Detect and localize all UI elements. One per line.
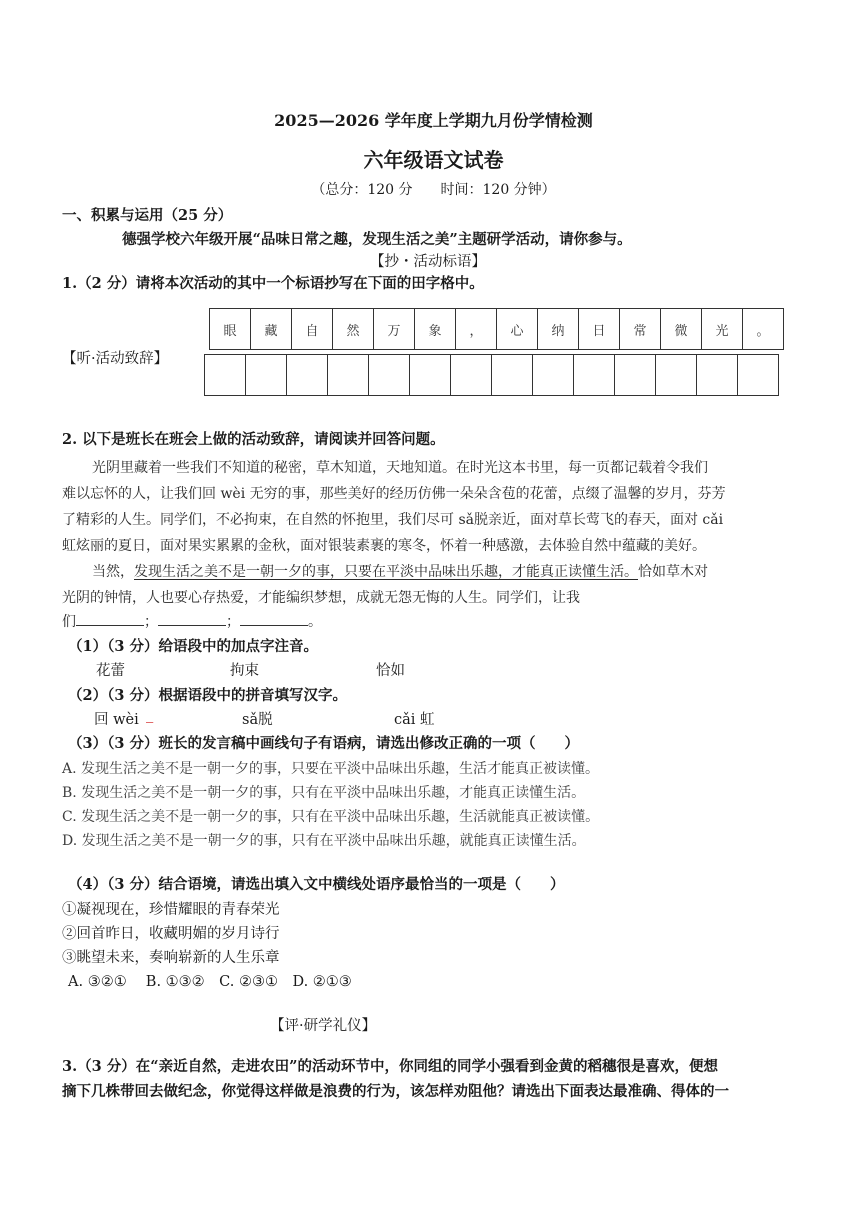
slogan-cell: 万 xyxy=(374,309,415,350)
exam-subtitle: 六年级语文试卷 xyxy=(363,148,504,172)
question-2-1: （1）（3 分）给语段中的加点字注音。 xyxy=(68,638,318,655)
tag-listen: 【听·活动致辞】 xyxy=(62,351,169,367)
passage-text: 当然， xyxy=(92,564,134,580)
pinyin-item: 拘束 xyxy=(230,663,259,679)
section-intro: 德强学校六年级开展“品味日常之趣，发现生活之美”主题研学活动，请你参与。 xyxy=(122,231,632,248)
tianzige-cell[interactable] xyxy=(656,355,697,396)
slogan-cell: ， xyxy=(456,309,497,350)
slogan-cell: 纳 xyxy=(538,309,579,350)
tianzige-cell[interactable] xyxy=(492,355,533,396)
slogan-cell: 常 xyxy=(620,309,661,350)
slogan-cell: 微 xyxy=(661,309,702,350)
fill-blank[interactable] xyxy=(76,613,144,626)
tianzige-cell[interactable] xyxy=(738,355,779,396)
question-2-3: （3）（3 分）班长的发言稿中画线句子有语病，请选出修改正确的一项（ ） xyxy=(68,735,579,752)
question-2-2: （2）（3 分）根据语段中的拼音填写汉字。 xyxy=(68,687,347,704)
passage-line xyxy=(92,561,708,581)
slogan-grid xyxy=(209,308,784,350)
passage-line: 了精彩的人生。同学们，不必拘束，在自然的怀抱里，我们尽可 sǎ脱亲近，面对草长莺飞的春天，面对 cǎi xyxy=(62,512,724,528)
tianzige-cell[interactable] xyxy=(246,355,287,396)
slogan-cell: 。 xyxy=(743,309,784,350)
passage-text: 恰如草木对 xyxy=(638,564,708,580)
hanzi-item: sǎ脱 xyxy=(242,712,273,728)
tianzige-cell[interactable] xyxy=(574,355,615,396)
question-2-4: （4）（3 分）结合语境，请选出填入文中横线处语序最恰当的一项是（ ） xyxy=(68,876,565,893)
tianzige-cell[interactable] xyxy=(615,355,656,396)
option-d[interactable]: D. 发现生活之美不是一朝一夕的事，只有在平淡中品味出乐趣，就能真正读懂生活。 xyxy=(62,833,586,849)
tianzige-cell[interactable] xyxy=(287,355,328,396)
passage-line: 光阴里藏着一些我们不知道的秘密，草木知道，天地知道。在时光这本书里，每一页都记载着令我们 xyxy=(92,460,708,476)
slogan-cell: 光 xyxy=(702,309,743,350)
pinyin-item: 恰如 xyxy=(376,663,405,679)
question-3-cont: 摘下几株带回去做纪念，你觉得这样做是浪费的行为，该怎样劝阻他？请选出下面表达最准确、得体的一 xyxy=(62,1083,729,1100)
tianzige-cell[interactable] xyxy=(369,355,410,396)
passage-text: ； xyxy=(144,614,158,630)
order-item: ②回首昨日，收藏明媚的岁月诗行 xyxy=(62,926,280,942)
slogan-cell: 藏 xyxy=(251,309,292,350)
passage-text: 。 xyxy=(308,614,322,630)
section-title: 一、积累与运用（25 分） xyxy=(62,207,233,224)
order-options[interactable]: A. ③②① B. ①③② C. ②③① D. ②①③ xyxy=(68,974,352,990)
passage-text: 们 xyxy=(62,614,76,630)
tianzige-grid[interactable] xyxy=(204,354,779,396)
slogan-cell: 然 xyxy=(333,309,374,350)
option-a[interactable]: A. 发现生活之美不是一朝一夕的事，只要在平淡中品味出乐趣，生活才能真正被读懂。 xyxy=(62,761,600,777)
option-b[interactable]: B. 发现生活之美不是一朝一夕的事，只有在平淡中品味出乐趣，才能真正读懂生活。 xyxy=(62,785,586,801)
option-c[interactable]: C. 发现生活之美不是一朝一夕的事，只有在平淡中品味出乐趣，生活就能真正被读懂。 xyxy=(62,809,600,825)
passage-text: ； xyxy=(226,614,240,630)
pinyin-item: 花蕾 xyxy=(96,663,125,679)
passage-line: 光阴的钟情，人也要心存热爱，才能编织梦想，成就无怨无悔的人生。同学们，让我 xyxy=(62,590,580,606)
order-item: ③眺望未来，奏响崭新的人生乐章 xyxy=(62,950,280,966)
question-2: 2. 以下是班长在班会上做的活动致辞，请阅读并回答问题。 xyxy=(62,431,445,448)
slogan-cell: 眼 xyxy=(210,309,251,350)
question-3: 3.（3 分）在“亲近自然，走进农田”的活动环节中，你同组的同学小强看到金黄的稻穗很是喜欢，便想 xyxy=(62,1058,718,1075)
slogan-cell: 自 xyxy=(292,309,333,350)
exam-title: 2025—2026 学年度上学期九月份学情检测 xyxy=(274,111,593,130)
tianzige-cell[interactable] xyxy=(451,355,492,396)
passage-line: 虹炫丽的夏日，面对果实累累的金秋，面对银装素裹的寒冬，怀着一种感激，去体验自然中蕴藏的美好。 xyxy=(62,538,706,554)
fill-blank[interactable] xyxy=(240,613,308,626)
hanzi-item: cǎi 虹 xyxy=(394,712,435,728)
tianzige-cell[interactable] xyxy=(410,355,451,396)
tianzige-cell[interactable] xyxy=(205,355,246,396)
slogan-cell: 心 xyxy=(497,309,538,350)
slogan-cell: 象 xyxy=(415,309,456,350)
passage-line: 难以忘怀的人，让我们回 wèi 无穷的事，那些美好的经历仿佛一朵朵含苞的花蕾，点缀了温馨的岁月，芬芳 xyxy=(62,486,726,502)
slogan-cell: 日 xyxy=(579,309,620,350)
underlined-sentence: 发现生活之美不是一朝一夕的事，只要在平淡中品味出乐趣，才能真正读懂生活。 xyxy=(134,564,638,580)
passage-blank-line xyxy=(62,611,322,631)
tianzige-cell[interactable] xyxy=(328,355,369,396)
fill-blank[interactable] xyxy=(158,613,226,626)
hanzi-item: 回 wèi xyxy=(94,712,139,728)
order-item: ①凝视现在，珍惜耀眼的青春荣光 xyxy=(62,902,280,918)
tianzige-cell[interactable] xyxy=(533,355,574,396)
tianzige-cell[interactable] xyxy=(697,355,738,396)
tag-review: 【评·研学礼仪】 xyxy=(270,1018,377,1034)
tag-copy-slogan: 【抄・活动标语】 xyxy=(370,254,486,270)
question-1: 1.（2 分）请将本次活动的其中一个标语抄写在下面的田字格中。 xyxy=(62,275,484,292)
exam-meta: （总分：120 分 时间：120 分钟） xyxy=(311,182,556,198)
answer-mark: _ xyxy=(146,707,154,723)
